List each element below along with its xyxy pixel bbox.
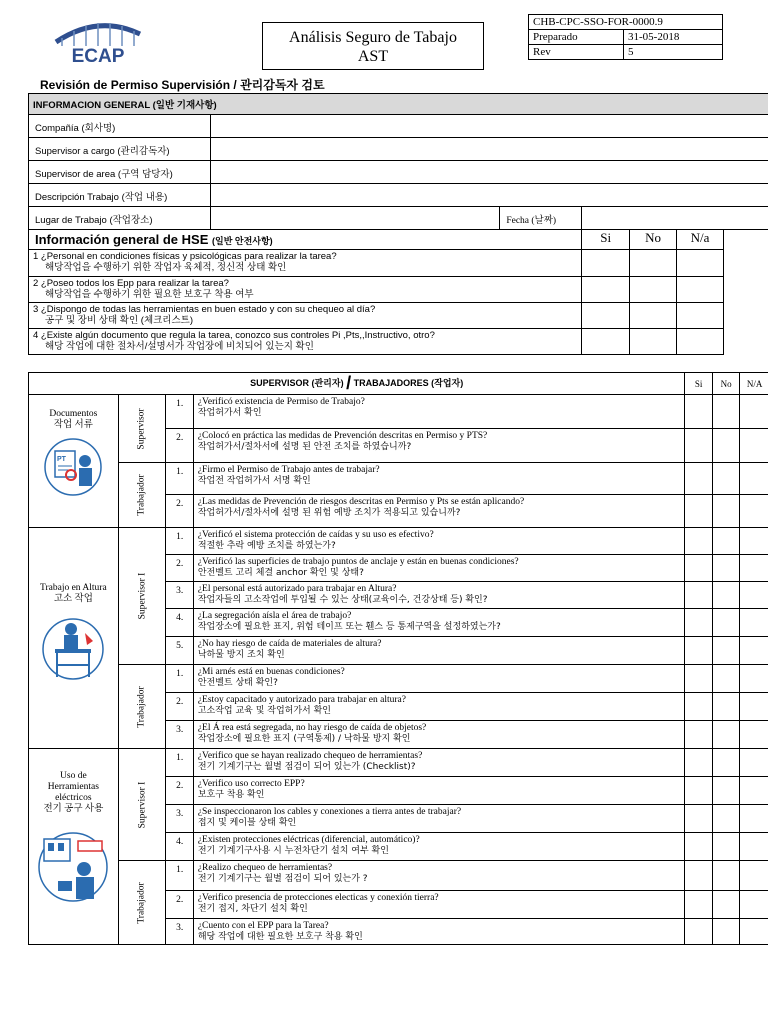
item-number: 4.: [166, 833, 193, 861]
hse-heading-text: Información general de HSE: [35, 232, 209, 247]
item-ko: 낙하물 방지 조치 확인: [197, 650, 285, 660]
item-es: ¿Colocó en práctica las medidas de Prevención descritas en Permiso y PTS?: [197, 431, 488, 441]
checkbox-no[interactable]: [630, 303, 677, 329]
col-si: Si: [582, 230, 630, 250]
hse-question-es: 4 ¿Existe algún documento que regula la tarea, conozco sus controles Pi ,Pts,,Instructivo, otro?: [33, 330, 435, 341]
checkbox-no[interactable]: [712, 528, 740, 555]
checklist-item: [193, 395, 685, 429]
document-worker-icon: [43, 437, 103, 497]
checkbox-na[interactable]: [740, 395, 768, 429]
supervisor-checklist-table: [28, 372, 768, 945]
prepared-label: Preparado: [529, 30, 624, 45]
heading-workers: TRABAJADORES (작업자): [353, 377, 464, 388]
checkbox-na[interactable]: [740, 555, 768, 582]
item-es: ¿Estoy capacitado y autorizado para trabajar en altura?: [197, 695, 406, 705]
checkbox-na[interactable]: [740, 693, 768, 721]
item-ko: 작업전 작업허가서 서명 확인: [197, 476, 311, 486]
checkbox-si[interactable]: [685, 693, 712, 721]
checkbox-si[interactable]: [685, 805, 712, 833]
checklist-item: [193, 891, 685, 919]
item-es: ¿Verificó el sistema protección de caídas y su uso es efectivo?: [197, 530, 434, 540]
hse-question-ko: 해당작업을 수행하기 위한 작업자 육체적, 정신적 상태 확인: [45, 262, 287, 273]
logo-text: ECAP: [71, 46, 125, 64]
field-label: Supervisor de area (구역 담당자): [29, 161, 211, 184]
role-label: Supervisor I: [137, 781, 148, 828]
role-label: Trabajador: [137, 881, 148, 924]
role-supervisor: [118, 395, 166, 463]
item-number: 1.: [166, 528, 193, 555]
item-es: ¿Cuento con el EPP para la Tarea?: [197, 921, 329, 931]
checklist-item: [193, 861, 685, 891]
electric-tools-icon: [36, 825, 110, 905]
date-field[interactable]: [582, 207, 768, 230]
heading-slash: /: [346, 373, 352, 393]
checkbox-si[interactable]: [685, 528, 712, 555]
item-es: ¿La segregación aísla el área de trabajo?: [197, 611, 352, 621]
prepared-date: 31-05-2018: [624, 30, 723, 45]
field-label: Compañía (회사명): [29, 115, 211, 138]
checkbox-si[interactable]: [685, 395, 712, 429]
hse-question-es: 3 ¿Dispongo de todas las herramientas en buen estado y con su chequeo al día?: [33, 304, 376, 315]
item-number: 3.: [166, 582, 193, 609]
item-es: ¿Firmo el Permiso de Trabajo antes de trabajar?: [197, 465, 380, 475]
item-number: 3.: [166, 721, 193, 749]
item-es: ¿Verifico que se hayan realizado chequeo de herramientas?: [197, 751, 423, 761]
checkbox-si[interactable]: [685, 749, 712, 777]
checkbox-si[interactable]: [685, 891, 712, 919]
area-supervisor-field[interactable]: [210, 161, 768, 184]
checkbox-no[interactable]: [712, 609, 740, 637]
checklist-item: [193, 749, 685, 777]
item-ko: 작업허가서 확인: [197, 408, 262, 418]
checklist-item: [193, 665, 685, 693]
role-trabajador: [118, 665, 166, 749]
item-number: 1.: [166, 665, 193, 693]
checklist-item: [193, 777, 685, 805]
item-ko: 전기 접지, 차단기 설치 확인: [197, 904, 308, 914]
checkbox-na[interactable]: [740, 721, 768, 749]
checkbox-si[interactable]: [582, 329, 630, 355]
item-ko: 작업허가서/절차서에 설명 된 위험 예방 조치가 적용되고 있습니까?: [197, 508, 461, 518]
item-es: ¿Verificó las superficies de trabajo puntos de anclaje y están en buenas condiciones?: [197, 557, 519, 567]
checkbox-na[interactable]: [740, 609, 768, 637]
supervisor-field[interactable]: [210, 138, 768, 161]
section-name-es: Uso de Herramientas eléctricos: [47, 771, 99, 803]
item-number: 2.: [166, 693, 193, 721]
role-label: Trabajador: [137, 474, 148, 516]
checkbox-si[interactable]: [685, 582, 712, 609]
item-ko: 접지 및 케이블 상태 확인: [197, 818, 297, 828]
checkbox-na[interactable]: [677, 250, 724, 277]
role-supervisor: [118, 749, 166, 861]
rev-label: Rev: [529, 45, 624, 60]
checkbox-si[interactable]: [685, 833, 712, 861]
item-number: 2.: [166, 555, 193, 582]
col-no: No: [630, 230, 677, 250]
item-ko: 안전벨트 상태 확인?: [197, 678, 278, 688]
section-name-es: Documentos: [49, 409, 98, 419]
item-ko: 작업자들의 고소작업에 투입될 수 있는 상태(교육이수, 건강상태 등) 확인?: [197, 595, 488, 605]
document-title: [262, 22, 484, 70]
item-es: ¿Realizo chequeo de herramientas?: [197, 863, 333, 873]
heading-supervisor: SUPERVISOR (관리자): [250, 377, 344, 388]
rev-value: 5: [624, 45, 723, 60]
checkbox-na[interactable]: [740, 833, 768, 861]
checkbox-na[interactable]: [740, 463, 768, 495]
hse-question: [29, 329, 582, 355]
section-trabajo-altura: [29, 528, 119, 749]
hse-question-es: 2 ¿Poseo todos los Epp para realizar la tarea?: [33, 278, 229, 289]
general-info-table: [28, 93, 768, 355]
checkbox-si[interactable]: [685, 463, 712, 495]
height-work-icon: [41, 611, 105, 681]
item-number: 3.: [166, 805, 193, 833]
item-number: 3.: [166, 919, 193, 945]
section-name-ko: 고소 작업: [53, 594, 93, 604]
role-trabajador: [118, 463, 166, 528]
col-na: N/A: [740, 373, 768, 395]
general-heading: INFORMACION GENERAL (일반 기재사항): [29, 94, 768, 115]
item-es: ¿Se inspeccionaron los cables y conexiones a tierra antes de trabajar?: [197, 807, 462, 817]
checkbox-si[interactable]: [685, 665, 712, 693]
item-number: 1.: [166, 861, 193, 891]
hse-question: [29, 303, 582, 329]
checkbox-si[interactable]: [685, 861, 712, 891]
item-number: 2.: [166, 429, 193, 463]
section-name-ko: 작업 서류: [53, 420, 93, 430]
checkbox-no[interactable]: [712, 777, 740, 805]
svg-text:PT: PT: [57, 456, 67, 463]
date-label: Fecha (날짜): [500, 207, 582, 230]
checkbox-no[interactable]: [712, 429, 740, 463]
checkbox-si[interactable]: [685, 555, 712, 582]
checkbox-na[interactable]: [740, 919, 768, 945]
checkbox-na[interactable]: [740, 495, 768, 528]
checkbox-no[interactable]: [712, 463, 740, 495]
item-es: ¿Las medidas de Prevención de riesgos descritas en Permiso y Pts se están aplicando?: [197, 497, 525, 507]
item-ko: 해당 작업에 대한 필요한 보호구 착용 확인: [197, 932, 363, 942]
role-supervisor: [118, 528, 166, 665]
checkbox-no[interactable]: [712, 665, 740, 693]
item-number: 1.: [166, 463, 193, 495]
checkbox-si[interactable]: [582, 250, 630, 277]
item-ko: 고소작업 교육 및 작업허가서 확인: [197, 706, 332, 716]
item-ko: 전기 기계기구사용 시 누전차단기 설치 여부 확인: [197, 846, 389, 856]
item-ko: 작업허가서/절차서에 설명 된 안전 조치를 하였습니까?: [197, 442, 412, 452]
checkbox-si[interactable]: [685, 637, 712, 665]
role-label: Supervisor: [137, 407, 148, 450]
bridge-logo-icon: [48, 12, 148, 64]
checkbox-si[interactable]: [685, 721, 712, 749]
item-ko: 적절한 추락 예방 조치를 하였는가?: [197, 541, 336, 551]
checklist-item: [193, 919, 685, 945]
checkbox-na[interactable]: [740, 637, 768, 665]
checklist-item: [193, 637, 685, 665]
checkbox-no[interactable]: [712, 805, 740, 833]
section-herramientas: [29, 749, 119, 945]
item-ko: 안전벨트 고리 체결 anchor 확인 및 상태?: [197, 568, 364, 578]
checkbox-na[interactable]: [740, 582, 768, 609]
checklist-item: [193, 429, 685, 463]
col-na: N/a: [677, 230, 724, 250]
item-number: 1.: [166, 749, 193, 777]
document-code-table: [528, 14, 723, 60]
checklist-item: [193, 833, 685, 861]
checklist-item: [193, 463, 685, 495]
hse-question-es: 1 ¿Personal en condiciones físicas y psicológicas para realizar la tarea?: [33, 251, 337, 262]
checkbox-na[interactable]: [740, 749, 768, 777]
checkbox-no[interactable]: [712, 395, 740, 429]
checklist-heading: [29, 373, 685, 395]
role-trabajador: [118, 861, 166, 945]
checkbox-no[interactable]: [630, 329, 677, 355]
title-line1: Análisis Seguro de Tabajo: [289, 29, 457, 46]
ecap-logo: [48, 12, 148, 64]
hse-heading-ko: (일반 안전사항): [212, 236, 273, 246]
checklist-item: [193, 805, 685, 833]
item-ko: 전기 기계기구는 월별 점검이 되어 있는가 ?: [197, 874, 368, 884]
checkbox-na[interactable]: [740, 805, 768, 833]
item-ko: 작업장소에 필요한 표지, 위험 테이프 또는 휀스 등 통제구역을 설정하였는가?: [197, 622, 501, 632]
item-ko: 보호구 착용 확인: [197, 790, 265, 800]
section-documentos: [29, 395, 119, 528]
document-code: CHB-CPC-SSO-FOR-0000.9: [529, 15, 723, 30]
checkbox-si[interactable]: [685, 429, 712, 463]
checkbox-si[interactable]: [685, 919, 712, 945]
checklist-item: [193, 495, 685, 528]
checkbox-no[interactable]: [712, 721, 740, 749]
checkbox-no[interactable]: [712, 495, 740, 528]
item-number: 1.: [166, 395, 193, 429]
item-es: ¿Existen protecciones eléctricas (diferencial, automático)?: [197, 835, 420, 845]
checkbox-si[interactable]: [685, 609, 712, 637]
item-ko: 작업장소에 필요한 표지 (구역통제) / 낙하물 방지 확인: [197, 734, 411, 744]
checkbox-na[interactable]: [740, 891, 768, 919]
hse-question-ko: 해당작업을 수행하기 위한 필요한 보호구 착용 여부: [45, 289, 254, 300]
hse-heading: [29, 230, 582, 250]
checkbox-na[interactable]: [740, 528, 768, 555]
item-number: 2.: [166, 495, 193, 528]
item-es: ¿Verifico presencia de protecciones electicas y conexión tierra?: [197, 893, 439, 903]
checklist-item: [193, 582, 685, 609]
item-number: 2.: [166, 891, 193, 919]
item-ko: 전기 기계기구는 월별 점검이 되어 있는가 (Checklist)?: [197, 762, 416, 772]
checkbox-si[interactable]: [685, 777, 712, 805]
field-label: Descripción Trabajo (작업 내용): [29, 184, 211, 207]
item-number: 5.: [166, 637, 193, 665]
checkbox-na[interactable]: [740, 429, 768, 463]
checkbox-no[interactable]: [712, 582, 740, 609]
checklist-item: [193, 555, 685, 582]
field-label: Supervisor a cargo (관리감독자): [29, 138, 211, 161]
checkbox-no[interactable]: [712, 637, 740, 665]
checkbox-si[interactable]: [685, 495, 712, 528]
item-number: 2.: [166, 777, 193, 805]
checkbox-na[interactable]: [740, 665, 768, 693]
hse-question: [29, 277, 582, 303]
checkbox-no[interactable]: [712, 749, 740, 777]
role-label: Trabajador: [137, 685, 148, 728]
company-field[interactable]: [210, 115, 768, 138]
checkbox-no[interactable]: [712, 891, 740, 919]
item-es: ¿Verifico uso correcto EPP?: [197, 779, 305, 789]
item-es: ¿El Á rea está segregada, no hay riesgo de caída de objetos?: [197, 723, 427, 733]
item-es: ¿El personal está autorizado para trabajar en Altura?: [197, 584, 397, 594]
section-name-es: Trabajo en Altura: [40, 583, 107, 593]
checkbox-na[interactable]: [740, 861, 768, 891]
role-label: Supervisor I: [137, 572, 148, 620]
title-line2: AST: [357, 48, 389, 65]
checklist-item: [193, 721, 685, 749]
checkbox-na[interactable]: [740, 777, 768, 805]
checkbox-na[interactable]: [677, 277, 724, 303]
checkbox-no[interactable]: [630, 250, 677, 277]
checkbox-si[interactable]: [582, 303, 630, 329]
checklist-item: [193, 609, 685, 637]
hse-question: [29, 250, 582, 277]
col-si: Si: [685, 373, 712, 395]
checkbox-no[interactable]: [712, 833, 740, 861]
checklist-item: [193, 528, 685, 555]
checkbox-si[interactable]: [582, 277, 630, 303]
checkbox-no[interactable]: [712, 919, 740, 945]
checkbox-na[interactable]: [677, 329, 724, 355]
item-es: ¿Verificó existencia de Permiso de Trabajo?: [197, 397, 365, 407]
checkbox-no[interactable]: [630, 277, 677, 303]
item-es: ¿No hay riesgo de caída de materiales de altura?: [197, 639, 382, 649]
field-label: Lugar de Trabajo (작업장소): [29, 207, 211, 230]
job-description-field[interactable]: [210, 184, 768, 207]
col-no: No: [712, 373, 740, 395]
checkbox-no[interactable]: [712, 693, 740, 721]
checkbox-no[interactable]: [712, 555, 740, 582]
item-es: ¿Mi arnés está en buenas condiciones?: [197, 667, 345, 677]
section-name-ko: 전기 공구 사용: [43, 804, 104, 814]
review-title: Revisión de Permiso Supervisión / 관리감독자 검토: [40, 78, 325, 92]
checkbox-no[interactable]: [712, 861, 740, 891]
workplace-field[interactable]: [210, 207, 500, 230]
checklist-item: [193, 693, 685, 721]
item-number: 4.: [166, 609, 193, 637]
hse-question-ko: 해당 작업에 대한 절차서/설명서가 작업장에 비치되어 있는지 확인: [45, 341, 314, 352]
hse-question-ko: 공구 및 장비 상태 확인 (체크리스트): [45, 315, 194, 326]
checkbox-na[interactable]: [677, 303, 724, 329]
